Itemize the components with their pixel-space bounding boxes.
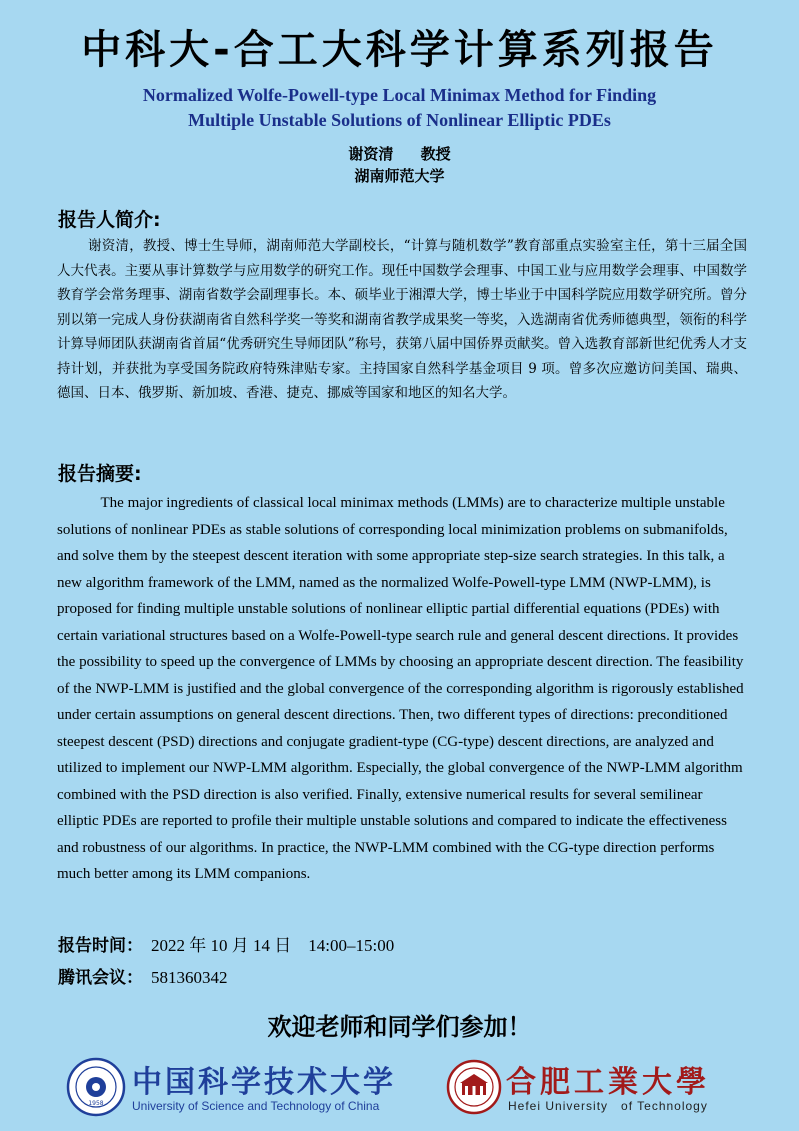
ustc-logo: [66, 1055, 396, 1121]
poster-title: 中科大-合工大科学计算系列报告: [81, 27, 718, 73]
hfut-name-en: Hefei University of Technology: [508, 1099, 708, 1113]
speaker-position: 教授: [420, 145, 451, 163]
ustc-name-cn: 中国科学技术大学: [132, 1065, 396, 1100]
hfut-logo: [446, 1055, 746, 1121]
meeting-row: [58, 963, 228, 988]
speaker-block: [0, 143, 799, 187]
abstract-heading: 报告摘要:: [58, 463, 142, 485]
talk-title: [40, 83, 759, 133]
talk-time-value: 2022 年 10 月 14 日 14:00–15:00: [151, 936, 395, 955]
abstract-text: The major ingredients of classical local minimax methods (LMMs) are to characterize multiple unstable solutions of nonlinear PDEs as stable solutions of corresponding local minimization problems on submanifolds, and solve them by the steepest descent iteration with some appropriate step-size search strategies. In this talk, a new algorithm framework of the LMM, named as the normalized Wolfe-Powell-type LMM (NWP-LMM), is proposed for finding multiple unstable solutions of nonlinear elliptic partial differential equations (PDEs) with certain variational structures based on a Wolfe-Powell-type search rule and general descent directions. It provides the possibility to speed up the convergence of LMMs by choosing an appropriate descent direction. The feasibility of the NWP-LMM is justified and the global convergence of the corresponding algorithm is rigorously established under certain assumptions on general descent directions. Then, two different types of directions: preconditioned steepest descent (PSD) directions and conjugate gradient-type (CG-type) descent directions, are analyzed and utilized to implement our NWP-LMM algorithm. Especially, the global convergence of the NWP-LMM algorithm combined with the PSD direction is also verified. Finally, extensive numerical results for several semilinear elliptic PDEs are reported to profile their multiple unstable solutions and compared to indicate the effectiveness and robustness of our algorithms. In practice, the NWP-LMM combined with the CG-type direction performs much better among its LMM companions.: [57, 495, 744, 882]
meeting-id: 581360342: [151, 968, 228, 987]
bio-text: 谢资清，教授、博士生导师，湖南师范大学副校长，“计算与随机数学”教育部重点实验室主任，第十三届全国人大代表。主要从事计算数学与应用数学的研究工作。现任中国数学会理事、中国工业与应用数学会理事、中国数学教育学会常务理事、湖南省数学会副理事长。本、硕毕业于湘潭大学，博士毕业于中国科学院应用数学研究所。曾分别以第一完成人身份获湖南省自然科学奖一等奖和湖南省教学成果奖一等奖，入选湖南省优秀师德典型，领衔的科学计算导师团队获湖南省首届“优秀研究生导师团队”称号，获第八届中国侨界贡献奖。曾入选教育部新世纪优秀人才支持计划，并获批为享受国务院政府特殊津贴专家。主持国家自然科学基金项目 9 项。曾多次应邀访问美国、瑞典、德国、日本、俄罗斯、新加坡、香港、捷克、挪威等国家和地区的知名大学。: [57, 238, 747, 401]
meeting-label: 腾讯会议：: [58, 968, 143, 988]
talk-title-line-2: Multiple Unstable Solutions of Nonlinear Elliptic PDEs: [188, 110, 611, 130]
speaker-affiliation: 湖南师范大学: [354, 167, 445, 185]
bio-heading: 报告人简介:: [58, 209, 161, 231]
talk-time-row: [58, 931, 394, 956]
talk-time-label: 报告时间：: [58, 936, 143, 956]
welcome-message: 欢迎老师和同学们参加！: [267, 1013, 532, 1041]
speaker-name: 谢资清: [348, 145, 394, 163]
hfut-emblem-icon: [446, 1059, 502, 1115]
hfut-name-cn: 合肥工業大學: [506, 1065, 710, 1100]
ustc-name-en: University of Science and Technology of China: [132, 1099, 380, 1113]
ustc-emblem-icon: [66, 1057, 126, 1117]
talk-title-line-1: Normalized Wolfe-Powell-type Local Minimax Method for Finding: [142, 85, 657, 105]
ustc-emblem-year: 1958: [88, 1100, 104, 1107]
